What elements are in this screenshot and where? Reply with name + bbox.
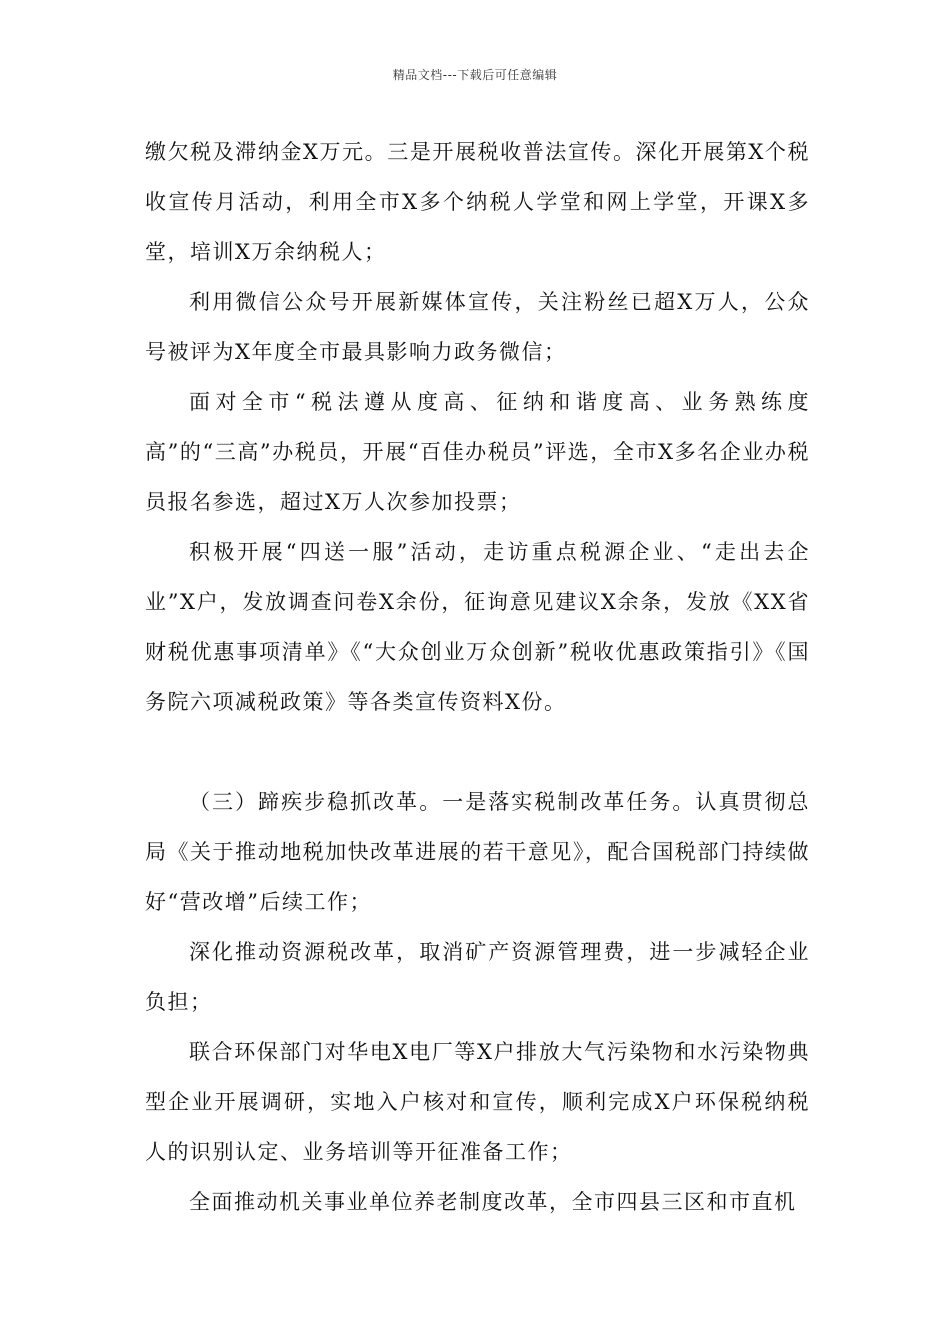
paragraph: 缴欠税及滞纳金X万元。三是开展税收普法宣传。深化开展第X个税收宣传月活动，利用全市X多个纳税人学堂和网上学堂，开课X多堂，培训X万余纳税人； (145, 140, 810, 264)
paragraph: 联合环保部门对华电X电厂等X户排放大气污染物和水污染物典型企业开展调研，实地入户核对和宣传，顺利完成X户环保税纳税人的识别认定、业务培训等开征准备工作； (145, 1040, 810, 1164)
paragraph: 积极开展“四送一服”活动，走访重点税源企业、“走出去企业”X户，发放调查问卷X余份，征询意见建议X余条，发放《XX省财税优惠事项清单》《“大众创业万众创新”税收优惠政策指引》《国务院六项减税政策》等各类宣传资料X份。 (145, 540, 810, 714)
paragraph: 深化推动资源税改革，取消矿产资源管理费，进一步减轻企业负担； (145, 940, 810, 1014)
document-body (145, 127, 810, 1227)
page-header: 精品文档---下载后可任意编辑 (392, 68, 558, 82)
paragraph: 面对全市“税法遵从度高、征纳和谐度高、业务熟练度高”的“三高”办税员，开展“百佳办税员”评选，全市X多名企业办税员报名参选，超过X万人次参加投票； (145, 390, 810, 514)
section-paragraph: （三）蹄疾步稳抓改革。一是落实税制改革任务。认真贯彻总局《关于推动地税加快改革进展的若干意见》，配合国税部门持续做好“营改增”后续工作； (145, 790, 810, 914)
paragraph: 利用微信公众号开展新媒体宣传，关注粉丝已超X万人，公众号被评为X年度全市最具影响力政务微信； (145, 290, 810, 364)
paragraph: 全面推动机关事业单位养老制度改革，全市四县三区和市直机 (189, 1190, 797, 1214)
paragraph-spacer (145, 727, 810, 777)
